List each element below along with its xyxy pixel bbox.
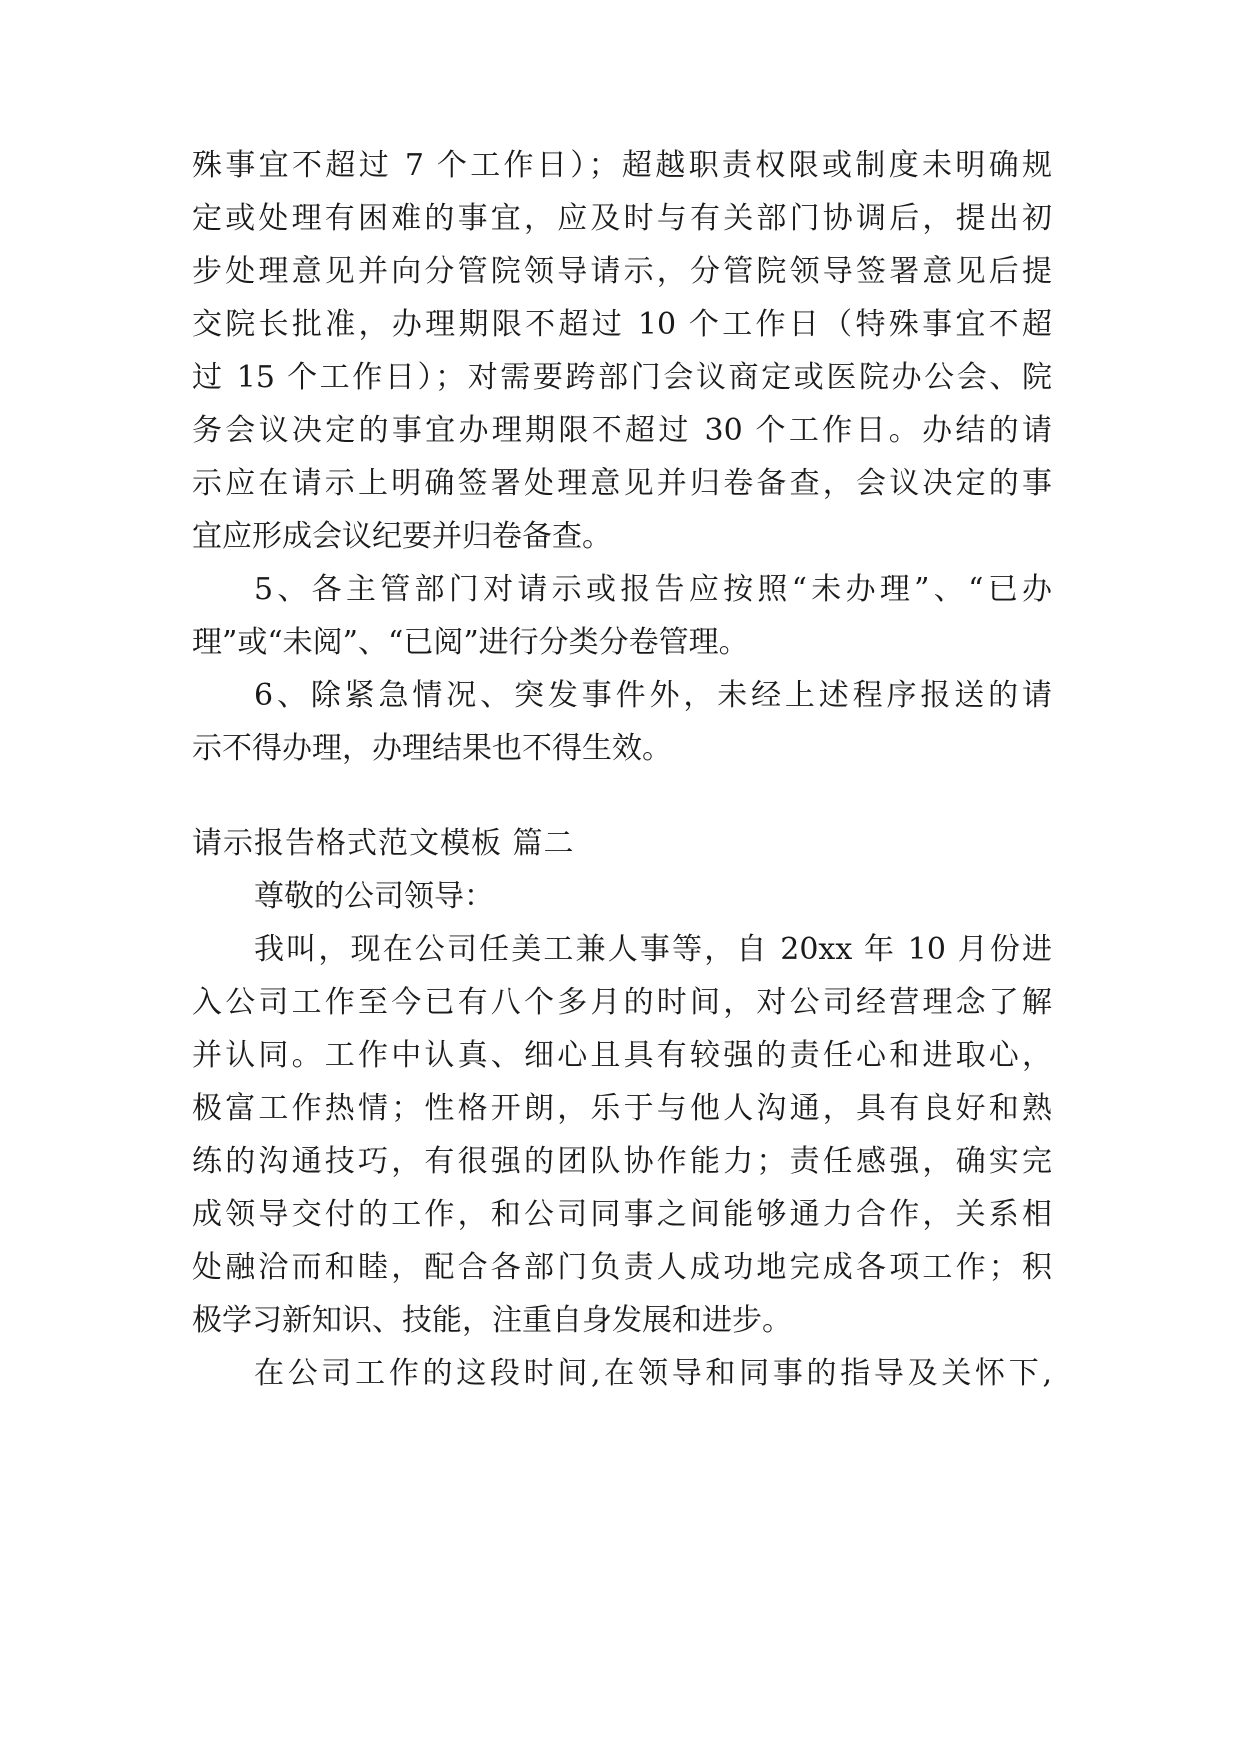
paragraph-line: 并认同。工作中认真、细心且具有较强的责任心和进取心，	[192, 1038, 1052, 1073]
paragraph-line: 入公司工作至今已有八个多月的时间，对公司经营理念了解	[192, 985, 1052, 1020]
section-heading: 请示报告格式范文模板 篇二	[192, 826, 575, 861]
list-item-5-line: 5、各主管部门对请示或报告应按照“未办理”、“已办	[254, 572, 1052, 607]
paragraph-line: 极富工作热情；性格开朗，乐于与他人沟通，具有良好和熟	[192, 1091, 1052, 1126]
paragraph-line: 练的沟通技巧，有很强的团队协作能力；责任感强，确实完	[192, 1144, 1052, 1179]
list-item-5-line: 理”或“未阅”、“已阅”进行分类分卷管理。	[192, 625, 749, 660]
salutation: 尊敬的公司领导：	[254, 879, 494, 914]
paragraph-line: 示应在请示上明确签署处理意见并归卷备查，会议决定的事	[192, 466, 1052, 501]
paragraph-line: 定或处理有困难的事宜，应及时与有关部门协调后，提出初	[192, 201, 1052, 236]
paragraph-line: 极学习新知识、技能，注重自身发展和进步。	[192, 1303, 792, 1338]
paragraph-line: 交院长批准，办理期限不超过 10 个工作日（特殊事宜不超	[192, 307, 1052, 342]
paragraph-line: 务会议决定的事宜办理期限不超过 30 个工作日。办结的请	[192, 413, 1052, 448]
paragraph-line: 宜应形成会议纪要并归卷备查。	[192, 519, 612, 554]
list-item-6-line: 6、除紧急情况、突发事件外，未经上述程序报送的请	[254, 678, 1052, 713]
paragraph-line: 过 15 个工作日）；对需要跨部门会议商定或医院办公会、院	[192, 360, 1052, 395]
paragraph-line: 成领导交付的工作，和公司同事之间能够通力合作，关系相	[192, 1197, 1052, 1232]
paragraph-line: 步处理意见并向分管院领导请示，分管院领导签署意见后提	[192, 254, 1052, 289]
list-item-6-line: 示不得办理，办理结果也不得生效。	[192, 731, 672, 766]
paragraph-line: 我叫，现在公司任美工兼人事等，自 20xx 年 10 月份进	[254, 932, 1052, 967]
paragraph-line: 处融洽而和睦，配合各部门负责人成功地完成各项工作；积	[192, 1250, 1052, 1285]
paragraph-line: 在公司工作的这段时间,在领导和同事的指导及关怀下,	[254, 1356, 1052, 1391]
paragraph-line: 殊事宜不超过 7 个工作日）；超越职责权限或制度未明确规	[192, 148, 1052, 183]
